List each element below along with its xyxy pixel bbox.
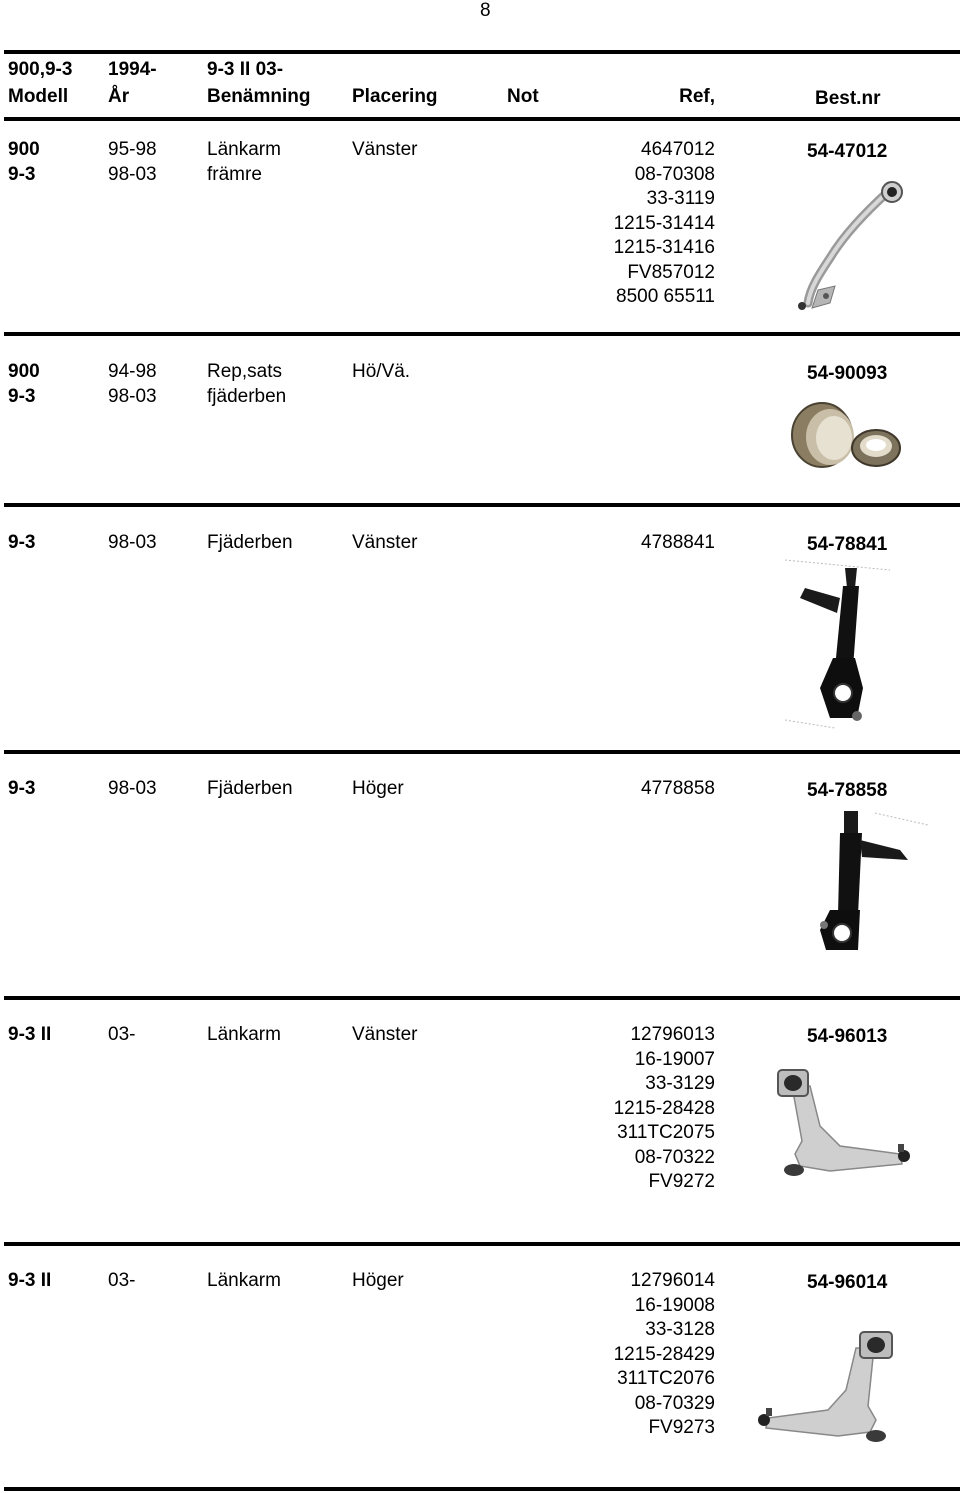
row-year: 03- [108, 1024, 136, 1045]
wishbone-arm-right-image [752, 1328, 902, 1446]
row-model: 900 9-3 [8, 139, 40, 185]
row-best-nr: 54-78858 [807, 780, 888, 801]
row-divider [4, 750, 960, 754]
row-name: Fjäderben [207, 532, 293, 553]
row-placement: Höger [352, 778, 404, 799]
row-model: 9-3 II [8, 1270, 52, 1291]
row-name: Länkarm [207, 1270, 281, 1291]
row-refs: 12796013 16-19007 33-3129 1215-28428 311TC2075 08-70322 FV9272 [613, 1024, 715, 1192]
steering-knuckle-left-image [785, 558, 895, 733]
row-best-nr: 54-78841 [807, 534, 888, 555]
header-bottom-rule [4, 117, 960, 121]
row-year: 98-03 [108, 778, 157, 799]
row-best-nr: 54-96013 [807, 1026, 888, 1047]
row-divider [4, 996, 960, 1000]
row-placement: Vänster [352, 139, 418, 160]
row-refs: 4788841 [641, 532, 715, 553]
wishbone-arm-left-image [770, 1066, 915, 1181]
row-best-nr: 54-90093 [807, 363, 888, 384]
header-years: 1994- [108, 59, 157, 80]
row-placement: Vänster [352, 532, 418, 553]
col-header-not: Not [507, 86, 539, 107]
header-models: 900,9-3 [8, 59, 73, 80]
row-refs: 12796014 16-19008 33-3128 1215-28429 311TC2076 08-70329 FV9273 [613, 1270, 715, 1438]
row-placement: Hö/Vä. [352, 361, 411, 382]
bushing-kit-image [788, 390, 913, 475]
col-header-ref: Ref, [679, 86, 715, 107]
row-year: 95-98 98-03 [108, 139, 157, 185]
control-arm-image [790, 178, 910, 318]
row-name: Länkarm [207, 1024, 281, 1045]
col-header-ar: År [108, 86, 130, 107]
row-name: Länkarm främre [207, 139, 281, 185]
row-refs: 4647012 08-70308 33-3119 1215-31414 1215-31416 FV857012 8500 65511 [613, 139, 715, 307]
header-top-rule [4, 50, 960, 54]
row-model: 9-3 [8, 532, 36, 553]
row-placement: Vänster [352, 1024, 418, 1045]
row-name: Fjäderben [207, 778, 293, 799]
col-header-modell: Modell [8, 86, 69, 107]
header-range: 9-3 II 03- [207, 59, 284, 80]
row-divider [4, 332, 960, 336]
row-model: 9-3 [8, 778, 36, 799]
col-header-best-nr: Best.nr [815, 88, 881, 109]
row-refs: 4778858 [641, 778, 715, 799]
row-year: 98-03 [108, 532, 157, 553]
row-best-nr: 54-96014 [807, 1272, 888, 1293]
row-year: 03- [108, 1270, 136, 1291]
row-model: 900 9-3 [8, 361, 40, 407]
row-divider [4, 503, 960, 507]
col-header-benamning: Benämning [207, 86, 311, 107]
row-best-nr: 54-47012 [807, 141, 888, 162]
row-year: 94-98 98-03 [108, 361, 157, 407]
row-divider [4, 1242, 960, 1246]
row-placement: Höger [352, 1270, 404, 1291]
row-model: 9-3 II [8, 1024, 52, 1045]
table-bottom-rule [4, 1487, 960, 1491]
steering-knuckle-right-image [800, 805, 930, 980]
page-number: 8 [480, 0, 491, 21]
row-name: Rep,sats fjäderben [207, 361, 287, 407]
col-header-placering: Placering [352, 86, 438, 107]
